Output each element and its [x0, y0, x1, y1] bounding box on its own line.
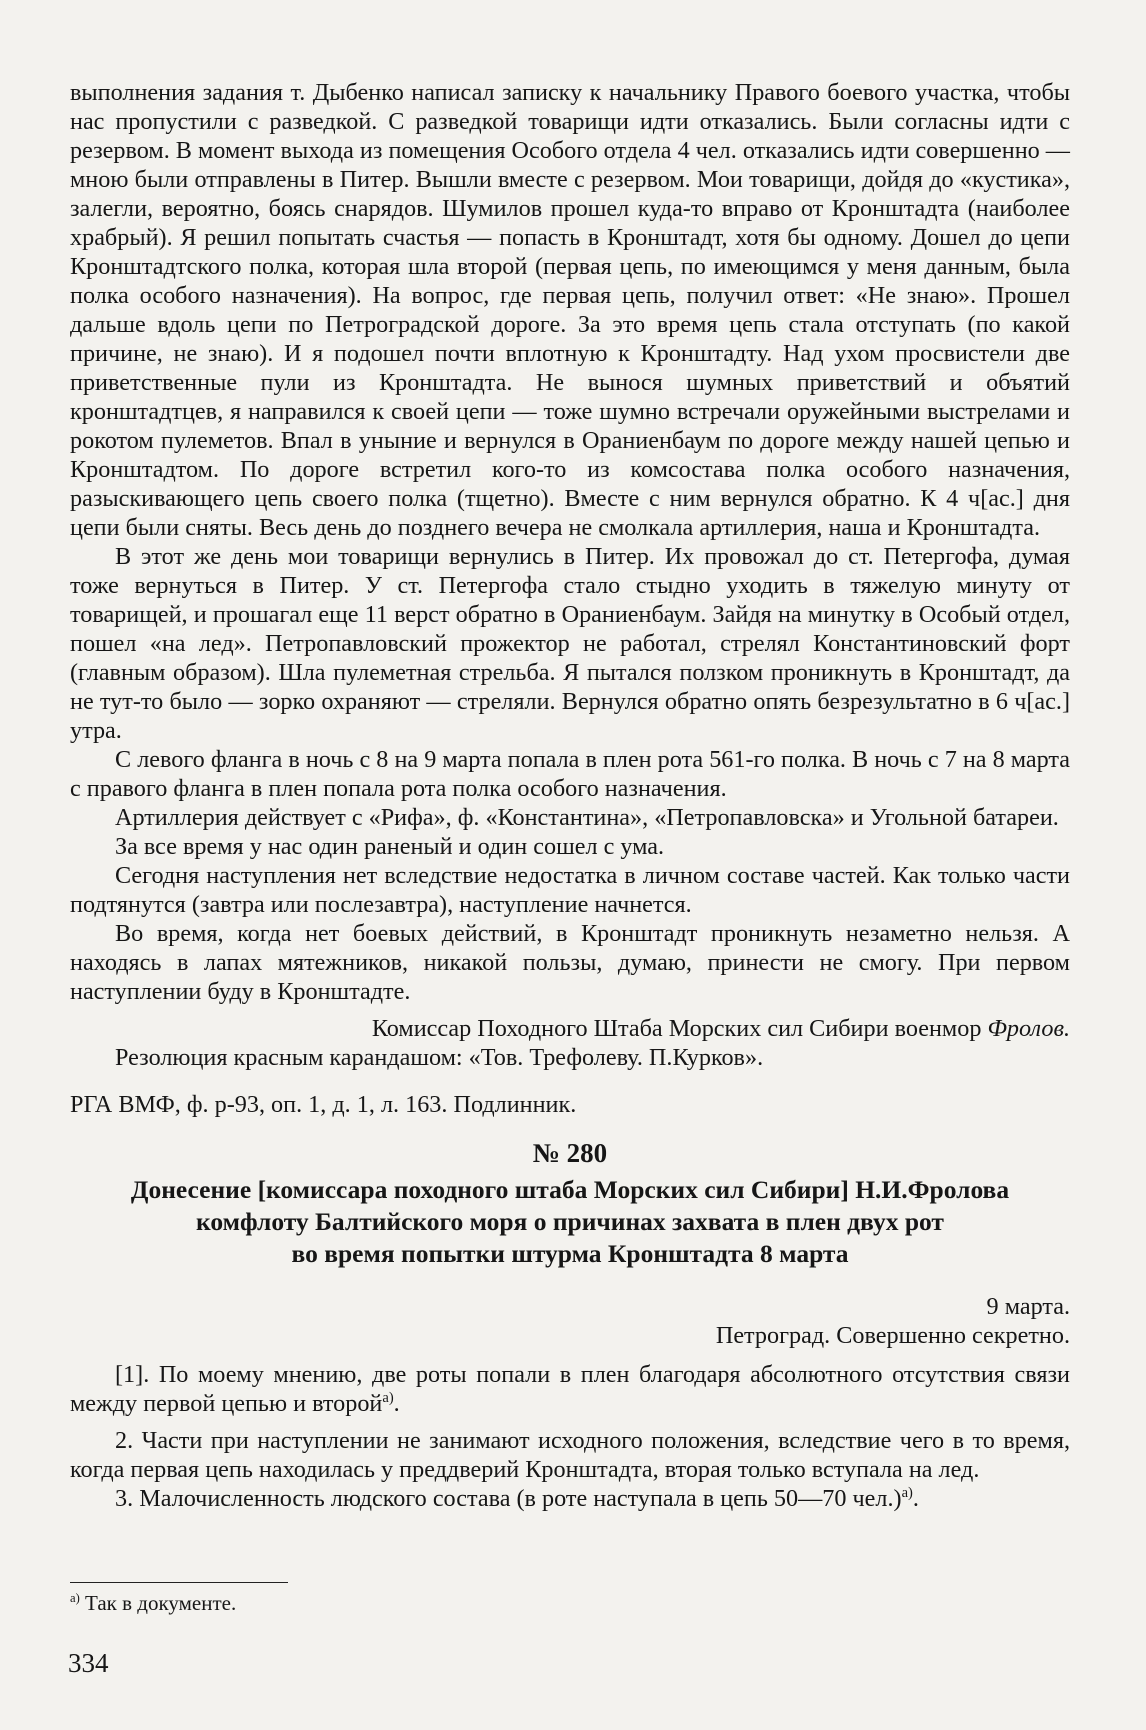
footnote-ref: а) [901, 1484, 913, 1501]
footnote-divider [70, 1582, 288, 1583]
document-date: 9 марта. [986, 1293, 1070, 1320]
document-title-line: Донесение [комиссара походного штаба Морских сил Сибири] Н.И.Фролова [130, 1175, 1010, 1204]
document-item: 2. Части при наступлении не занимают исходного положения, вследствие чего в то время, когда первая цепь находилась у преддверий Кронштадта, вторая только вступала на лед. [70, 1427, 1070, 1483]
item-text: 3. Малочисленность людского состава (в роте наступала в цепь 50—70 чел.) [115, 1485, 902, 1512]
document-place: Петроград. Совершенно секретно. [715, 1322, 1070, 1349]
item-end: . [912, 1485, 919, 1512]
paragraph: В этот же день мои товарищи вернулись в Питер. Их провожал до ст. Петергофа, думая тоже вернуться в Питер. У ст. Петергофа стало стыдно уходить в тяжелую минуту от товарищей, и прошагал еще 11 верст обратно в Ораниенбаум. Зайдя на минутку в Особый отдел, пошел «на лед». Петропавловский прожектор не работал, стрелял Константиновский форт (главным образом). Шла пулеметная стрельба. Я пытался ползком проникнуть в Кронштадт, да не тут-то было — зорко охраняют — стреляли. Вернулся обратно опять безрезультатно в 6 ч[ас.] утра. [70, 543, 1070, 744]
document-item [70, 1484, 1070, 1513]
signature-line [70, 1014, 1070, 1043]
resolution: Резолюция красным карандашом: «Тов. Трефолеву. П.Курков». [115, 1044, 764, 1071]
footnote-ref: а) [382, 1389, 394, 1406]
footnote-mark: а) [70, 1591, 80, 1605]
body-text [70, 78, 1070, 1513]
item-text: [1]. По моему мнению, две роты попали в плен благодаря абсолютного отсутствия связи между первой цепью и второй [70, 1361, 1070, 1417]
paragraph: Сегодня наступления нет вследствие недостатка в личном составе частей. Как только части подтянутся (завтра или послезавтра), наступление начнется. [70, 862, 1070, 918]
archive-source: РГА ВМФ, ф. р-93, оп. 1, д. 1, л. 163. Подлинник. [70, 1091, 577, 1118]
document-title-line: во время попытки штурма Кронштадта 8 марта [291, 1239, 849, 1268]
paragraph: Артиллерия действует с «Рифа», ф. «Константина», «Петропавловска» и Угольной батареи. [115, 804, 1059, 831]
footnote-text: Так в документе. [85, 1591, 237, 1615]
paragraph: выполнения задания т. Дыбенко написал записку к начальнику Правого боевого участка, чтобы нас пропустили с разведкой. С разведкой товарищи идти отказались. Были согласны идти с резервом. В момент выхода из помещения Особого отдела 4 чел. отказались идти совершенно — мною были отправлены в Питер. Вышли вместе с резервом. Мои товарищи, дойдя до «кустика», залегли, вероятно, боясь снарядов. Шумилов прошел куда-то вправо от Кронштадта (наиболее храбрый). Я решил попытать счастья — попасть в Кронштадт, хотя бы одному. Дошел до цепи Кронштадтского полка, которая шла второй (первая цепь, по имеющимся у меня данным, была полка особого назначения). На вопрос, где первая цепь, получил ответ: «Не знаю». Прошел дальше вдоль цепи по Петроградской дороге. За это время цепь стала отступать (по какой причине, не знаю). И я подошел почти вплотную к Кронштадту. Над ухом просвистели две приветственные пули из Кронштадта. Не вынося шумных приветствий и объятий кронштадтцев, я направился к своей цепи — тоже шумно встречали оружейными выстрелами и рокотом пулеметов. Впал в уныние и вернулся в Ораниенбаум по дороге между нашей цепью и Кронштадтом. По дороге встретил кого-то из комсостава полка особого назначения, разыскивающего цепь своего полка (тщетно). Вместе с ним вернулся обратно. К 4 ч[ас.] дня цепи были сняты. Весь день до позднего вечера не смолкала артиллерия, наша и Кронштадта. [70, 79, 1070, 541]
signature-text: Комиссар Походного Штаба Морских сил Сибири военмор [371, 1015, 982, 1042]
document-title [70, 1174, 1070, 1270]
paragraph: За все время у нас один раненый и один сошел с ума. [115, 833, 665, 860]
document-item [70, 1360, 1070, 1418]
page-number: 334 [68, 1648, 109, 1678]
item-end: . [393, 1390, 400, 1417]
document-title-line: комфлоту Балтийского моря о причинах захвата в плен двух рот [196, 1207, 944, 1236]
paragraph: Во время, когда нет боевых действий, в Кронштадт проникнуть незаметно нельзя. А находясь в лапах мятежников, никакой пользы, думаю, принести не смогу. При первом наступлении буду в Кронштадте. [70, 920, 1070, 1005]
paragraph: С левого фланга в ночь с 8 на 9 марта попала в плен рота 561-го полка. В ночь с 7 на 8 марта с правого фланга в плен попала рота полка особого назначения. [70, 746, 1070, 802]
footnote [70, 1590, 236, 1616]
signature-surname: Фролов. [987, 1015, 1070, 1042]
document-number: № 280 [532, 1138, 608, 1168]
